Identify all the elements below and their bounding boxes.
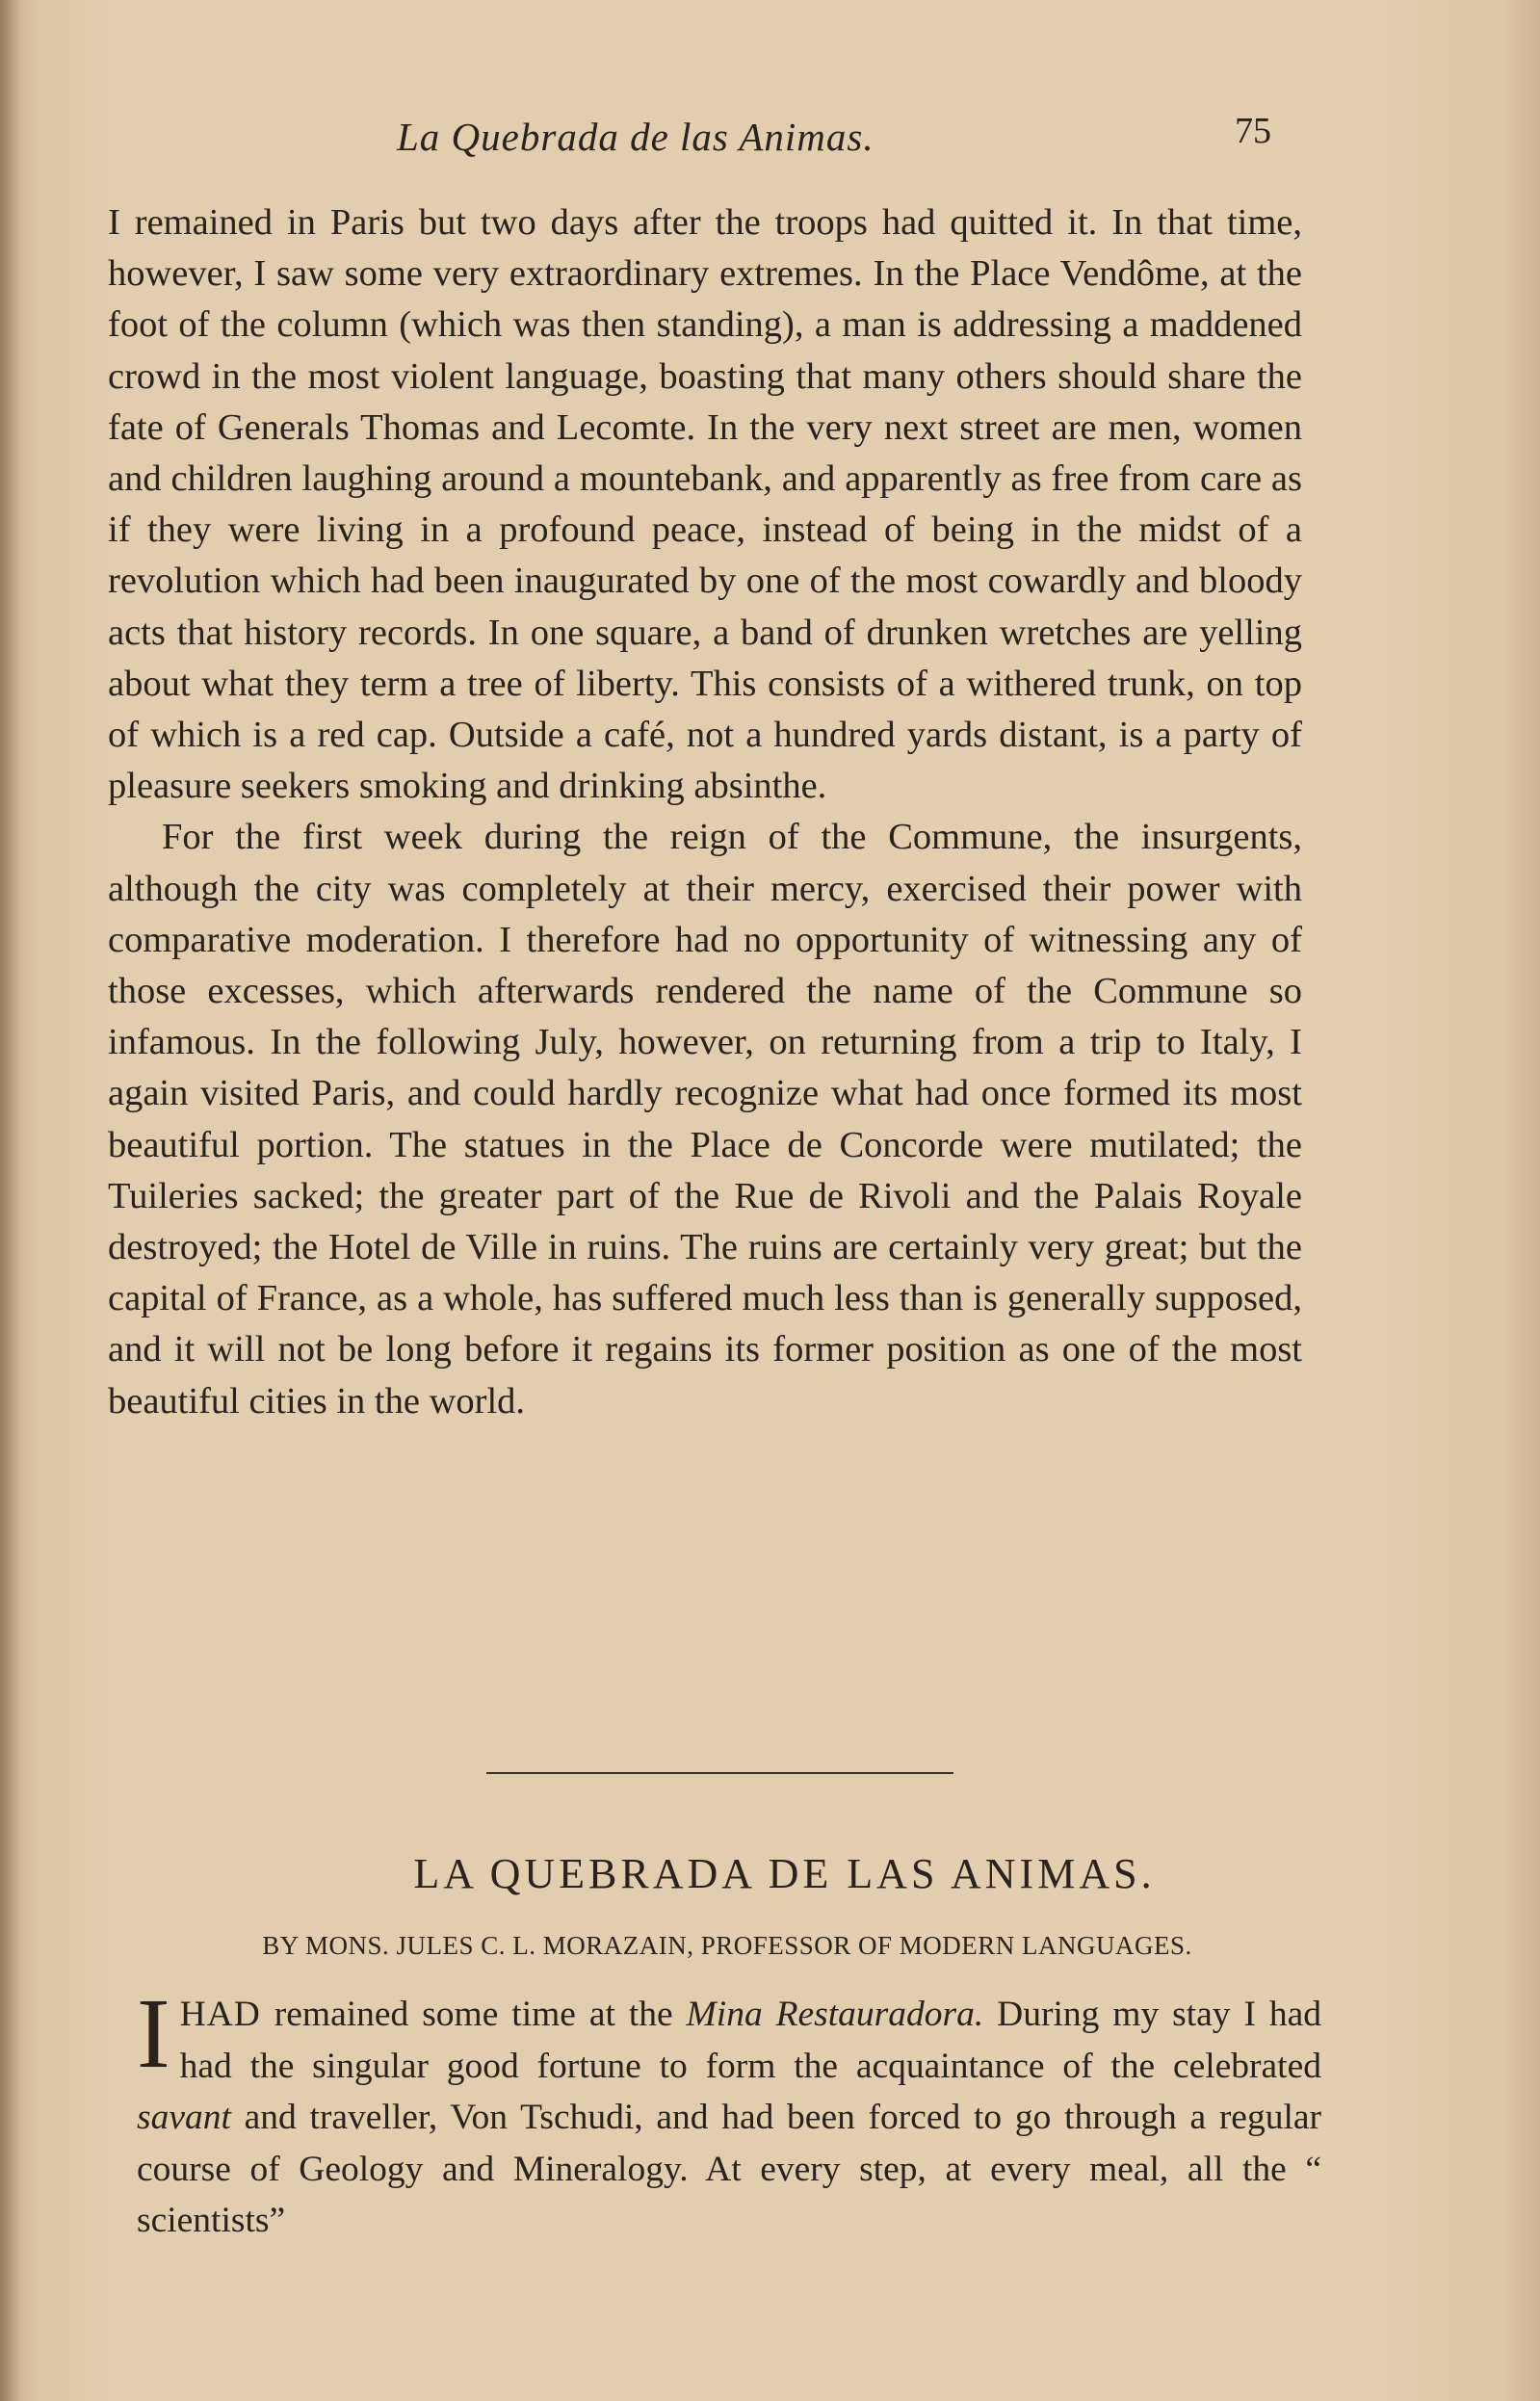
paragraph: I remained in Paris but two days after the troops had quitted it. In that time, however, I saw some very extraordinary extremes. In the Place Vendôme, at the foot of the column (which was then standing), a man is addressing a maddened crowd in the most violent language, boasting that many others should share the fate of Generals Thomas and Lecomte. In the very next street are men, women and children laughing around a mountebank, and apparently as free from care as if they were living in a profound peace, instead of being in the midst of a revolution which had been inaugurated by one of the most cowardly and bloody acts that history records. In one square, a band of drunken wretches are yelling about what they term a tree of liberty. This consists of a withered trunk, on top of which is a red cap. Outside a café, not a hundred yards distant, is a party of pleasure seekers smoking and drinking absinthe. [108,202,1302,807]
body-text [108,197,1302,1427]
section-divider [486,1772,953,1774]
drop-cap: I [137,1978,170,2089]
article-text [137,1978,1321,2247]
italic-term: Mina Restauradora. [686,1995,984,2034]
italic-term: savant [137,2098,231,2137]
page-number: 75 [1235,111,1271,151]
article-byline: BY MONS. JULES C. L. MORAZAIN, PROFESSOR OF MODERN LANGUAGES. [262,1931,1192,1960]
article-title: LA QUEBRADA DE LAS ANIMAS. [413,1850,1156,1897]
paragraph: For the first week during the reign of the Commune, the insurgents, although the city was completely at their mercy, exercised their power with comparative moderation. I therefore had no opportunity of witnessing any of those excesses, which afterwards rendered the name of the Commune so infamous. In the following July, however, on returning from a trip to Italy, I again visited Paris, and could hardly recognize what had once formed its most beautiful portion. The statues in the Place de Concorde were mutilated; the Tuileries sacked; the greater part of the Rue de Rivoli and the Palais Royale destroyed; the Hotel de Ville in ruins. The ruins are certainly very great; but the capital of France, as a whole, has suffered much less than is generally supposed, and it will not be long before it regains its former position as one of the most beautiful cities in the world. [108,817,1302,1422]
running-title: La Quebrada de las Animas. [397,115,874,159]
article-text-run: and traveller, Von Tschudi, and had been forced to go through a regular course of Geology and Mineralogy. At every step, at every meal, all the “ scientists” [137,2098,1321,2240]
running-head [0,104,1540,162]
article-text-run: During my stay I had had the singular good fortune to form the acquaintance of the celebrated [179,1995,1321,2086]
spine-shadow [0,0,21,2401]
lead-caps: HAD [179,1995,261,2034]
article-text-run: remained some time at the [260,1995,687,2034]
